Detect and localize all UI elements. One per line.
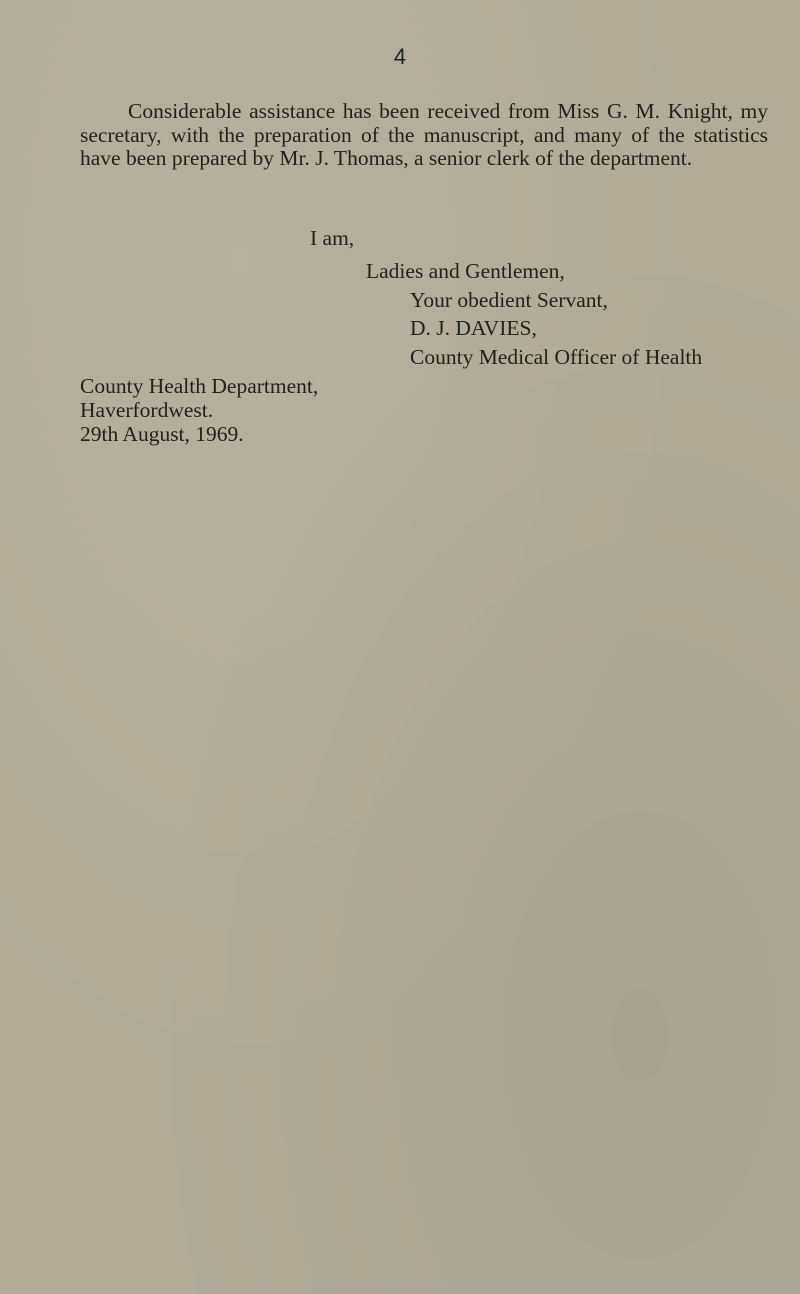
closing-valediction: Your obedient Servant, xyxy=(410,288,608,312)
closing-salutation: Ladies and Gentlemen, xyxy=(366,259,565,283)
signer-name: D. J. DAVIES, xyxy=(410,316,537,340)
address-department: County Health Department, xyxy=(80,374,319,398)
acknowledgement-paragraph: Considerable assistance has been received from Miss G. M. Knight, my secretary, with the preparation of the manuscript, and many of the statistics have been prepared by Mr. J. Thomas, a senior clerk of the department. xyxy=(80,99,768,170)
signer-title: County Medical Officer of Health xyxy=(410,345,703,369)
closing-greeting: I am, xyxy=(310,226,355,250)
page-number: 4 xyxy=(393,44,407,69)
address-town: Haverfordwest. xyxy=(80,398,214,422)
address-date: 29th August, 1969. xyxy=(80,422,244,446)
sender-address xyxy=(80,374,318,446)
